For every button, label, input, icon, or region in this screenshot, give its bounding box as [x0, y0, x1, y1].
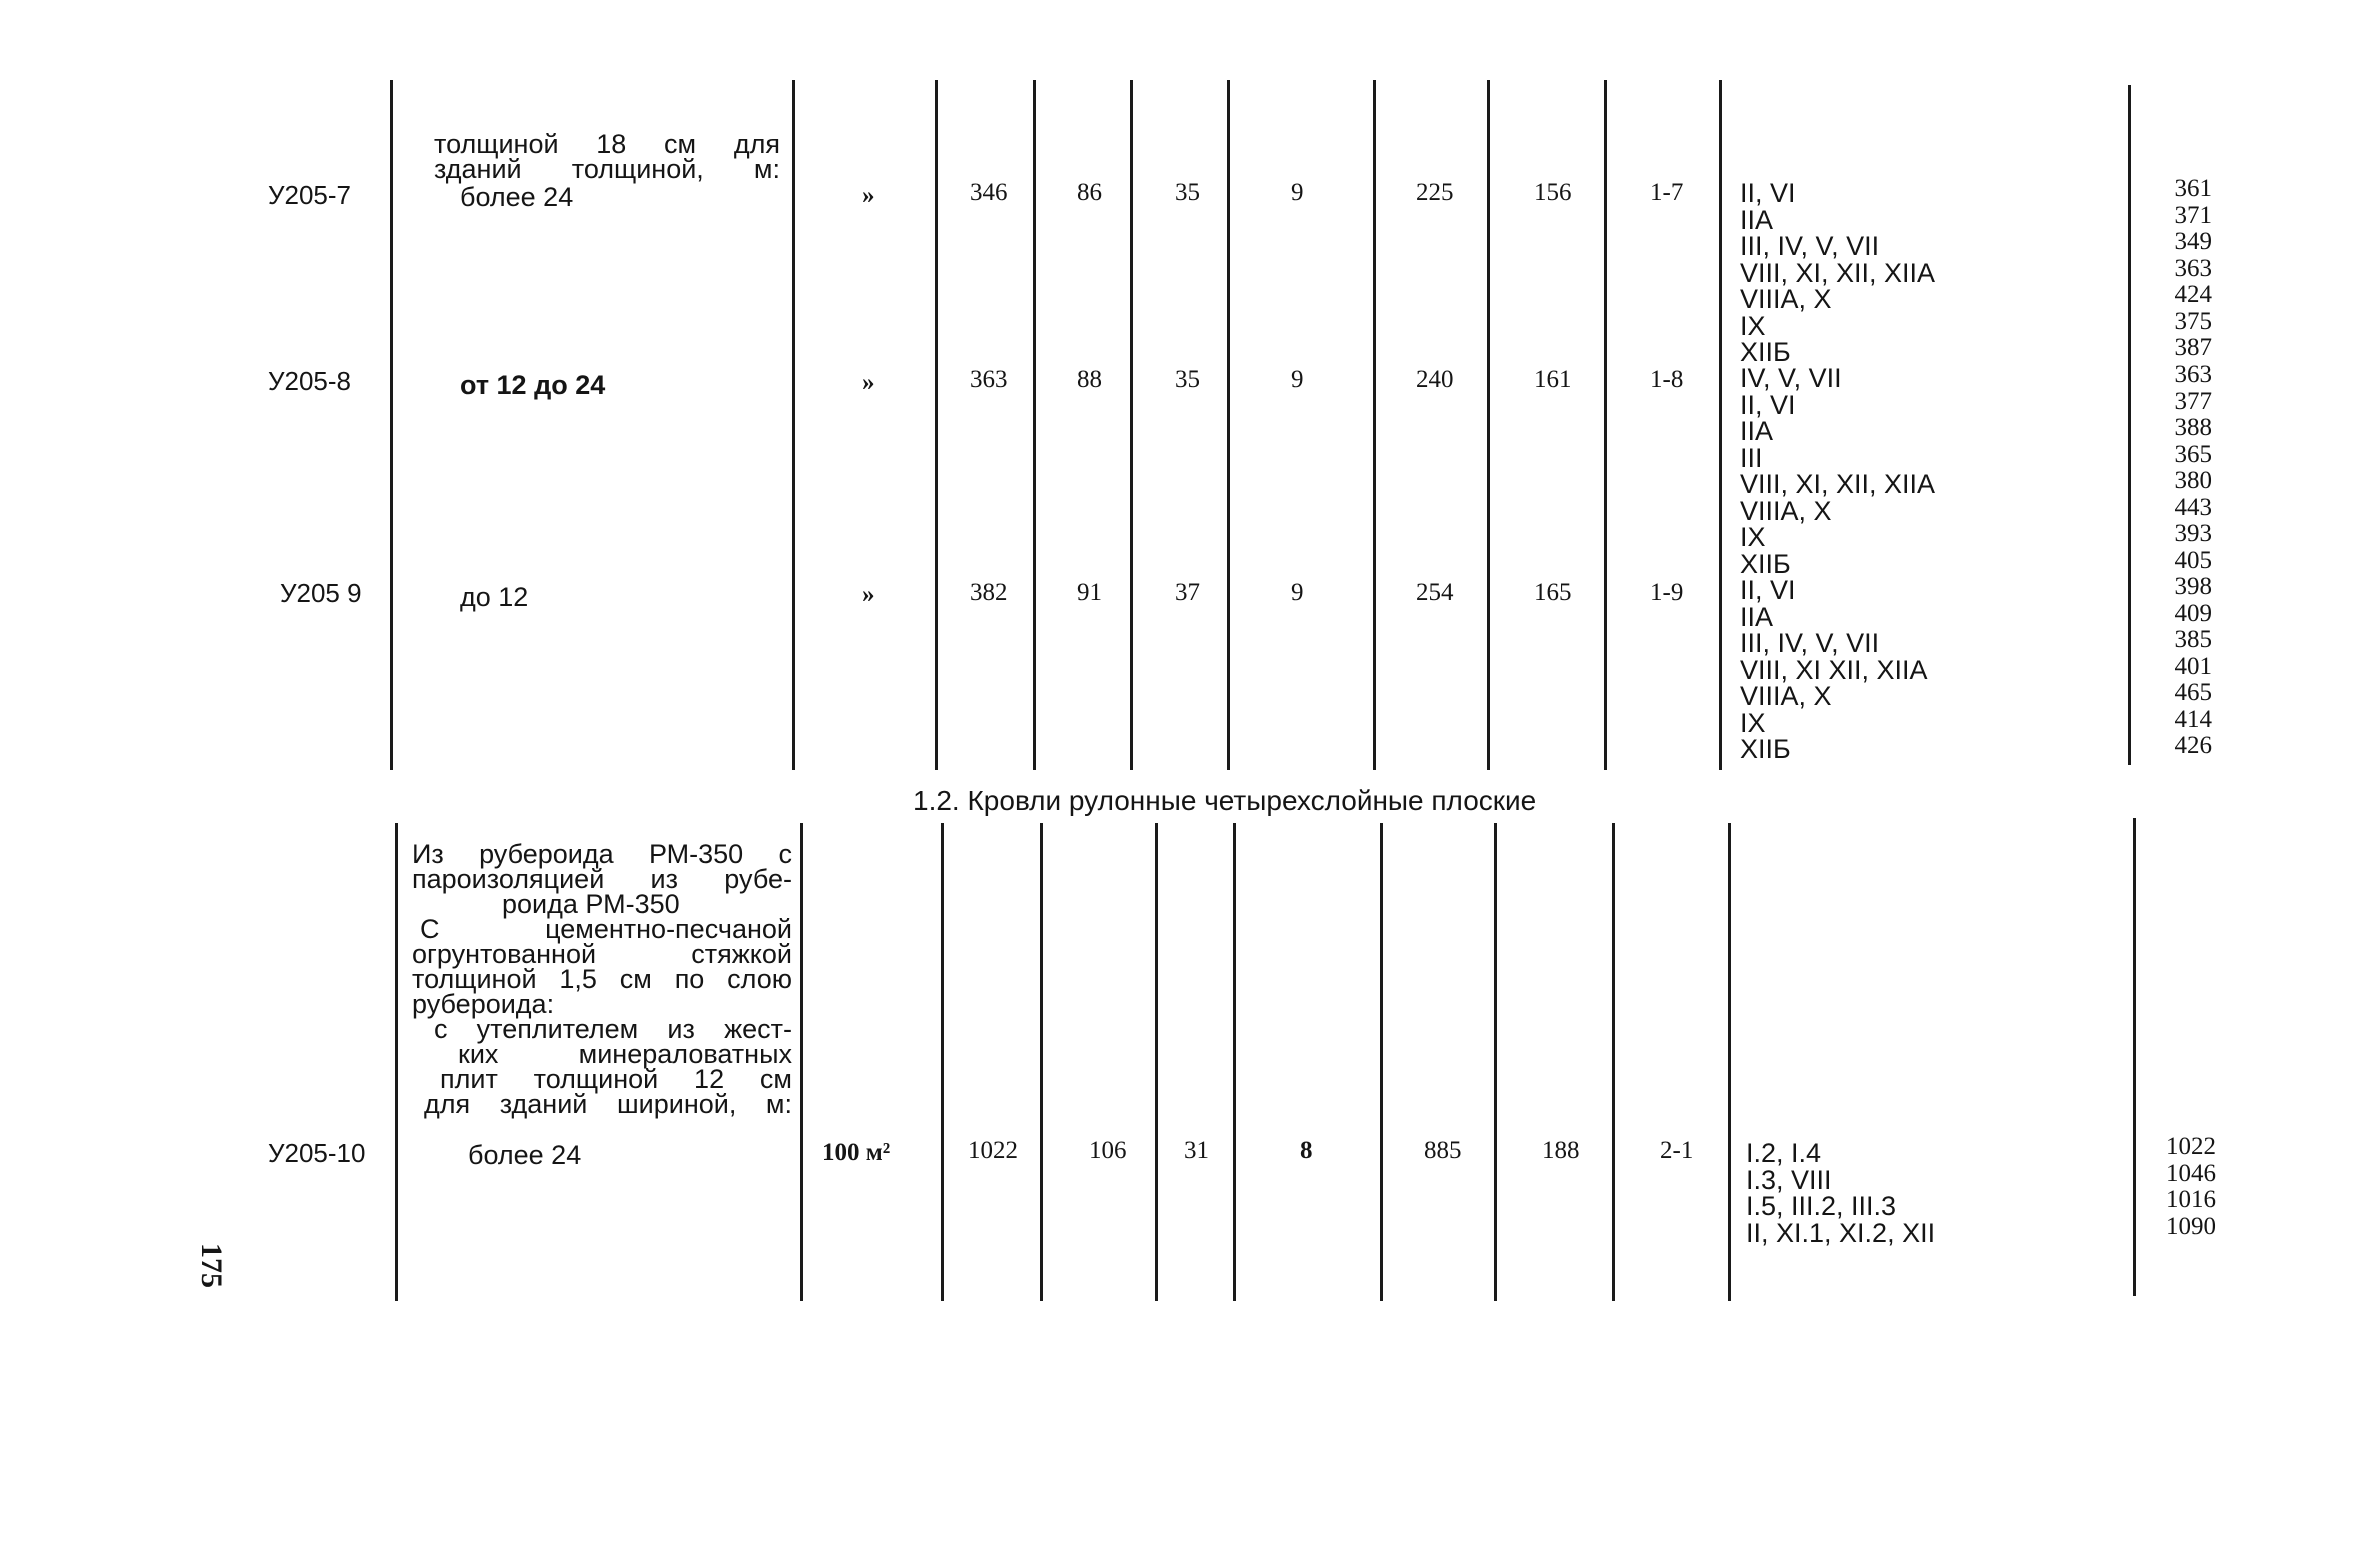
region-item: II, XI.1, XI.2, XII — [1746, 1217, 1936, 1248]
price-item: 426 — [2174, 732, 2212, 759]
row-desc: от 12 до 24 — [460, 370, 606, 400]
region-item: IIA — [1740, 416, 1774, 446]
region-item: I.3, VIII — [1746, 1164, 1832, 1195]
price-item: 424 — [2174, 281, 2212, 308]
price-item: 375 — [2174, 307, 2212, 335]
price-item: 1022 — [2166, 1133, 2216, 1160]
price-item: 409 — [2174, 599, 2212, 627]
price-item: 387 — [2174, 334, 2212, 361]
price-item: 363 — [2174, 361, 2212, 388]
row-value-2: 86 — [1077, 179, 1102, 206]
row-prices — [2150, 1134, 2216, 1240]
row-value-6: 165 — [1534, 579, 1572, 606]
row-value-4: 9 — [1291, 579, 1304, 606]
region-item: VIIIA, X — [1740, 681, 1832, 711]
region-item: II, VI — [1740, 389, 1796, 420]
row-ref: 1-8 — [1650, 366, 1684, 393]
price-item: 385 — [2174, 626, 2212, 653]
price-item: 1016 — [2166, 1186, 2216, 1213]
price-item: 388 — [2174, 414, 2212, 441]
price-item: 401 — [2174, 652, 2212, 680]
row-value-2: 106 — [1089, 1137, 1127, 1164]
row-desc: более 24 — [460, 182, 574, 212]
row-code: У205 9 — [280, 578, 362, 608]
row-value-3: 35 — [1175, 179, 1200, 206]
region-item: XIIБ — [1740, 337, 1791, 367]
desc-line: ких минераловатных — [458, 1039, 792, 1069]
row-prices — [2160, 362, 2212, 574]
region-item: II, VI — [1740, 575, 1796, 605]
region-item: XIIБ — [1740, 734, 1791, 764]
row-value-4: 9 — [1291, 366, 1304, 393]
price-item: 361 — [2174, 175, 2212, 202]
row-value-3: 31 — [1184, 1137, 1209, 1164]
region-item: I.5, III.2, III.3 — [1746, 1191, 1897, 1221]
price-item: 414 — [2174, 705, 2212, 733]
row-regions — [1740, 365, 1935, 577]
page-number: 175 — [195, 1243, 228, 1288]
price-item: 443 — [2174, 493, 2212, 521]
region-item: VIII, XI XII, XIIA — [1740, 654, 1928, 685]
row-value-1: 363 — [970, 366, 1008, 393]
price-item: 1046 — [2166, 1159, 2216, 1187]
row-value-6: 161 — [1534, 366, 1572, 393]
desc-line: огрунтованной стяжкой — [412, 939, 792, 969]
row-code: У205-8 — [268, 366, 352, 396]
desc-line: плит толщиной 12 см — [440, 1064, 792, 1094]
desc-line: толщиной 1,5 см по слою — [412, 964, 792, 994]
row-unit: » — [862, 182, 875, 209]
region-item: VIIIA, X — [1740, 284, 1832, 314]
desc-line: для зданий шириной, м: — [424, 1089, 792, 1119]
price-item: 465 — [2174, 679, 2212, 706]
row-value-2: 88 — [1077, 366, 1102, 393]
region-item: VIII, XI, XII, XIIA — [1740, 469, 1936, 499]
row-value-1: 382 — [970, 579, 1008, 606]
row-value-4: 8 — [1300, 1137, 1313, 1164]
row-value-6: 156 — [1534, 179, 1572, 206]
price-item: 349 — [2174, 228, 2212, 255]
price-item: 365 — [2174, 440, 2212, 468]
row-prices — [2160, 574, 2212, 760]
price-item: 377 — [2174, 387, 2212, 415]
row-value-2: 91 — [1077, 579, 1102, 606]
price-item: 371 — [2174, 201, 2212, 229]
row-desc: до 12 — [460, 582, 529, 612]
row-unit: 100 м² — [822, 1139, 891, 1166]
row-value-1: 346 — [970, 179, 1008, 206]
price-item: 1090 — [2166, 1212, 2216, 1240]
region-item: IV, V, VII — [1740, 363, 1842, 393]
row-value-4: 9 — [1291, 179, 1304, 206]
row-unit: » — [862, 581, 875, 608]
region-item: II, VI — [1740, 178, 1796, 208]
desc-line: Из рубероида РМ-350 с — [412, 839, 792, 869]
desc-line: роида РМ-350 — [502, 889, 680, 919]
price-item: 398 — [2174, 573, 2212, 600]
region-item: VIIIA, X — [1740, 495, 1832, 526]
row-value-6: 188 — [1542, 1137, 1580, 1164]
top-heading — [434, 129, 780, 184]
desc-line: С цементно-песчаной — [420, 914, 792, 944]
row-value-3: 37 — [1175, 579, 1200, 606]
region-item: IX — [1740, 522, 1766, 552]
bottom-description — [412, 839, 792, 1119]
row-value-5: 225 — [1416, 179, 1454, 206]
region-item: III, IV, V, VII — [1740, 628, 1880, 658]
region-item: I.2, I.4 — [1746, 1138, 1822, 1168]
region-item: III, IV, V, VII — [1740, 231, 1880, 261]
top-heading-line: толщиной 18 см для — [434, 129, 780, 159]
region-item: XIIБ — [1740, 548, 1791, 579]
row-regions — [1746, 1140, 1935, 1246]
region-item: IIA — [1740, 601, 1774, 632]
region-item: VIII, XI, XII, XIIA — [1740, 257, 1936, 288]
row-value-3: 35 — [1175, 366, 1200, 393]
region-item: IX — [1740, 707, 1766, 738]
row-prices — [2160, 176, 2212, 362]
desc-line: пароизоляцией из рубе- — [412, 864, 792, 894]
row-unit: » — [862, 369, 875, 396]
region-item: IIA — [1740, 204, 1774, 235]
top-heading-line: зданий толщиной, м: — [434, 154, 780, 184]
price-item: 380 — [2174, 467, 2212, 494]
region-item: IX — [1740, 310, 1766, 341]
section-title: 1.2. Кровли рулонные четырехслойные плоские — [913, 785, 1537, 816]
row-code: У205-7 — [268, 180, 352, 210]
region-item: III — [1740, 442, 1763, 473]
row-regions — [1740, 180, 1935, 366]
row-value-5: 240 — [1416, 366, 1454, 393]
row-value-1: 1022 — [968, 1137, 1018, 1164]
row-value-5: 885 — [1424, 1137, 1462, 1164]
row-desc: более 24 — [468, 1140, 582, 1170]
row-ref: 1-9 — [1650, 579, 1684, 606]
desc-line: рубероида: — [412, 989, 555, 1019]
desc-line: с утеплителем из жест- — [434, 1014, 792, 1044]
row-ref: 2-1 — [1660, 1137, 1694, 1164]
price-item: 393 — [2174, 520, 2212, 547]
row-code: У205-10 — [268, 1138, 366, 1168]
price-item: 405 — [2174, 546, 2212, 574]
row-regions — [1740, 577, 1928, 763]
price-item: 363 — [2174, 254, 2212, 282]
row-ref: 1-7 — [1650, 179, 1684, 206]
row-value-5: 254 — [1416, 579, 1454, 606]
